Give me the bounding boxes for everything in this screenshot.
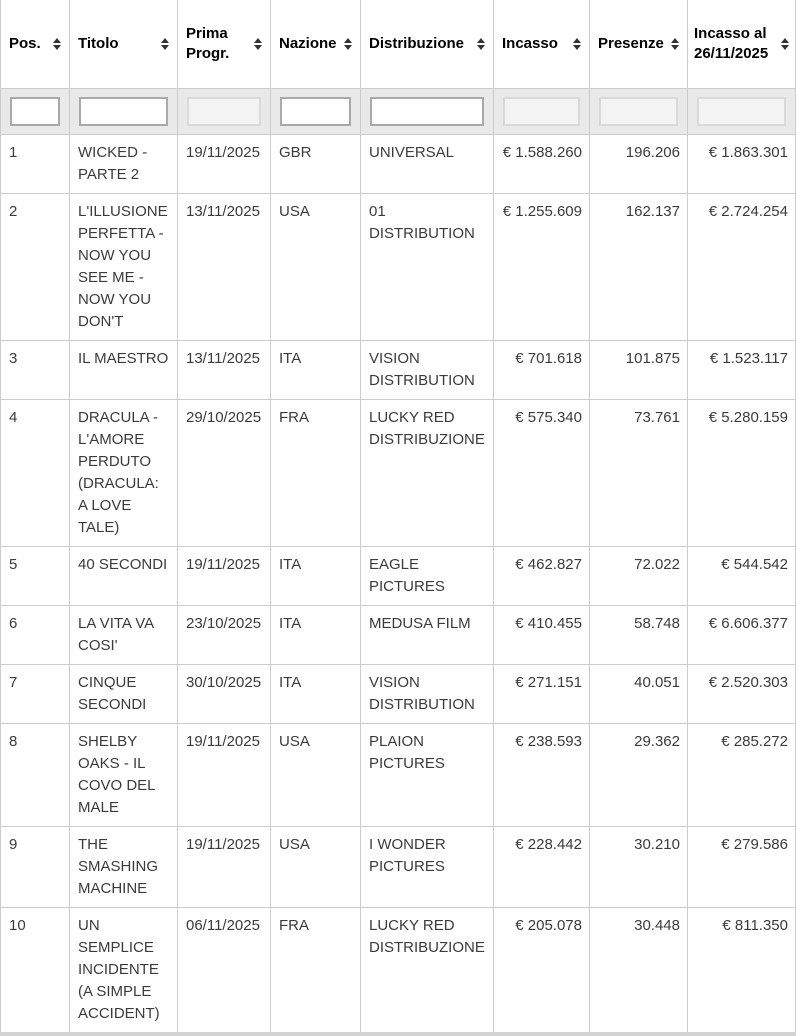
cell-prima_progr: 13/11/2025: [178, 193, 271, 340]
cell-incasso_al: € 1.523.117: [688, 340, 796, 399]
column-header-label: Prima Progr.: [186, 24, 230, 62]
cell-incasso: € 205.078: [494, 907, 590, 1034]
cell-incasso: € 575.340: [494, 399, 590, 546]
cell-pos: 3: [1, 340, 70, 399]
cell-prima_progr: 06/11/2025: [178, 907, 271, 1034]
sort-icon: [477, 38, 485, 50]
cell-titolo: DRACULA - L'AMORE PERDUTO (DRACULA: A LOVE TALE): [70, 399, 178, 546]
table-row: [1, 723, 796, 826]
header-row: [1, 0, 796, 88]
filter-cell-incasso: [494, 88, 590, 134]
cell-presenze: 101.875: [590, 340, 688, 399]
table-row: [1, 826, 796, 907]
sort-icon: [254, 38, 262, 50]
cell-pos: 4: [1, 399, 70, 546]
table-row: [1, 664, 796, 723]
cell-pos: 6: [1, 605, 70, 664]
column-header-inner: [78, 34, 169, 54]
cell-prima_progr: 29/10/2025: [178, 399, 271, 546]
cell-presenze: 30.210: [590, 826, 688, 907]
cell-incasso_al: € 285.272: [688, 723, 796, 826]
cell-incasso: € 410.455: [494, 605, 590, 664]
table-row: [1, 193, 796, 340]
cell-titolo: IL MAESTRO: [70, 340, 178, 399]
cell-pos: 10: [1, 907, 70, 1034]
filter-cell-nazione: [271, 88, 361, 134]
filter-input-pos[interactable]: [10, 97, 60, 126]
cell-nazione: ITA: [271, 340, 361, 399]
filter-cell-presenze: [590, 88, 688, 134]
column-header-prima_progr[interactable]: [178, 0, 271, 88]
cell-incasso_al: € 2.520.303: [688, 664, 796, 723]
cell-nazione: ITA: [271, 546, 361, 605]
cell-incasso_al: € 544.542: [688, 546, 796, 605]
cell-titolo: LA VITA VA COSI': [70, 605, 178, 664]
cell-incasso: € 701.618: [494, 340, 590, 399]
sort-icon: [161, 38, 169, 50]
cell-nazione: USA: [271, 826, 361, 907]
cell-nazione: FRA: [271, 399, 361, 546]
cell-nazione: GBR: [271, 134, 361, 193]
column-header-label: Presenze: [598, 34, 664, 52]
cell-incasso: € 271.151: [494, 664, 590, 723]
filter-cell-titolo: [70, 88, 178, 134]
cell-incasso_al: € 5.280.159: [688, 399, 796, 546]
table-row: [1, 605, 796, 664]
column-header-incasso_al[interactable]: [688, 0, 796, 88]
cell-incasso: € 462.827: [494, 546, 590, 605]
column-header-label: Nazione: [279, 34, 337, 52]
cell-nazione: ITA: [271, 605, 361, 664]
cell-distribuzione: VISION DISTRIBUTION: [361, 664, 494, 723]
cell-presenze: 162.137: [590, 193, 688, 340]
cell-presenze: 73.761: [590, 399, 688, 546]
column-header-label: Titolo: [78, 34, 119, 52]
cell-distribuzione: LUCKY RED DISTRIBUZIONE: [361, 907, 494, 1034]
filter-input-titolo[interactable]: [79, 97, 168, 126]
cell-pos: 7: [1, 664, 70, 723]
cell-prima_progr: 19/11/2025: [178, 134, 271, 193]
filter-input-incasso_al: [697, 97, 786, 126]
column-header-pos[interactable]: [1, 0, 70, 88]
cell-nazione: USA: [271, 193, 361, 340]
column-header-inner: [694, 24, 789, 64]
cell-prima_progr: 19/11/2025: [178, 546, 271, 605]
column-header-inner: [598, 34, 679, 54]
cell-prima_progr: 23/10/2025: [178, 605, 271, 664]
cell-titolo: SHELBY OAKS - IL COVO DEL MALE: [70, 723, 178, 826]
cell-nazione: FRA: [271, 907, 361, 1034]
cell-presenze: 29.362: [590, 723, 688, 826]
filter-input-presenze: [599, 97, 678, 126]
cell-presenze: 40.051: [590, 664, 688, 723]
table-row: [1, 907, 796, 1034]
cell-distribuzione: PLAION PICTURES: [361, 723, 494, 826]
table-row: [1, 134, 796, 193]
column-header-incasso[interactable]: [494, 0, 590, 88]
cell-pos: 8: [1, 723, 70, 826]
sort-icon: [53, 38, 61, 50]
column-header-label: Incasso al 26/11/2025: [694, 24, 769, 62]
table-row: [1, 340, 796, 399]
column-header-inner: [186, 24, 262, 64]
cell-pos: 2: [1, 193, 70, 340]
cell-distribuzione: 01 DISTRIBUTION: [361, 193, 494, 340]
column-header-label: Distribuzione: [369, 34, 465, 52]
column-header-label: Pos.: [9, 34, 41, 52]
table-body: [1, 134, 796, 1034]
cell-incasso_al: € 279.586: [688, 826, 796, 907]
cell-pos: 5: [1, 546, 70, 605]
cell-prima_progr: 30/10/2025: [178, 664, 271, 723]
column-header-titolo[interactable]: [70, 0, 178, 88]
cell-incasso: € 1.588.260: [494, 134, 590, 193]
filter-cell-distribuzione: [361, 88, 494, 134]
filter-cell-prima_progr: [178, 88, 271, 134]
cell-prima_progr: 13/11/2025: [178, 340, 271, 399]
column-header-nazione[interactable]: [271, 0, 361, 88]
sort-icon: [781, 38, 789, 50]
column-header-inner: [502, 34, 581, 54]
column-header-distribuzione[interactable]: [361, 0, 494, 88]
column-header-inner: [279, 34, 352, 54]
cell-distribuzione: LUCKY RED DISTRIBUZIONE: [361, 399, 494, 546]
cell-pos: 9: [1, 826, 70, 907]
cell-distribuzione: UNIVERSAL: [361, 134, 494, 193]
cell-incasso_al: € 6.606.377: [688, 605, 796, 664]
cell-nazione: ITA: [271, 664, 361, 723]
filter-cell-incasso_al: [688, 88, 796, 134]
cell-incasso: € 228.442: [494, 826, 590, 907]
cell-distribuzione: I WONDER PICTURES: [361, 826, 494, 907]
cell-incasso_al: € 2.724.254: [688, 193, 796, 340]
table-head: [1, 0, 796, 134]
cell-titolo: THE SMASHING MACHINE: [70, 826, 178, 907]
cell-titolo: UN SEMPLICE INCIDENTE (A SIMPLE ACCIDENT): [70, 907, 178, 1034]
table-row: [1, 399, 796, 546]
cell-titolo: CINQUE SECONDI: [70, 664, 178, 723]
cell-nazione: USA: [271, 723, 361, 826]
filter-row: [1, 88, 796, 134]
sort-icon: [344, 38, 352, 50]
cell-prima_progr: 19/11/2025: [178, 723, 271, 826]
cell-incasso: € 1.255.609: [494, 193, 590, 340]
filter-input-distribuzione[interactable]: [370, 97, 484, 126]
cell-titolo: WICKED - PARTE 2: [70, 134, 178, 193]
sort-icon: [573, 38, 581, 50]
column-header-inner: [9, 34, 61, 54]
cell-prima_progr: 19/11/2025: [178, 826, 271, 907]
table-row: [1, 546, 796, 605]
cell-distribuzione: VISION DISTRIBUTION: [361, 340, 494, 399]
column-header-inner: [369, 34, 485, 54]
cell-presenze: 196.206: [590, 134, 688, 193]
column-header-presenze[interactable]: [590, 0, 688, 88]
filter-cell-pos: [1, 88, 70, 134]
filter-input-nazione[interactable]: [280, 97, 351, 126]
filter-input-incasso: [503, 97, 580, 126]
sort-icon: [671, 38, 679, 50]
cell-titolo: 40 SECONDI: [70, 546, 178, 605]
cell-incasso_al: € 1.863.301: [688, 134, 796, 193]
cell-presenze: 72.022: [590, 546, 688, 605]
cell-incasso: € 238.593: [494, 723, 590, 826]
cell-pos: 1: [1, 134, 70, 193]
cell-titolo: L'ILLUSIONE PERFETTA - NOW YOU SEE ME - NOW YOU DON'T: [70, 193, 178, 340]
cell-incasso_al: € 811.350: [688, 907, 796, 1034]
filter-input-prima_progr: [187, 97, 261, 126]
cell-distribuzione: EAGLE PICTURES: [361, 546, 494, 605]
cell-distribuzione: MEDUSA FILM: [361, 605, 494, 664]
column-header-label: Incasso: [502, 34, 558, 52]
cell-presenze: 58.748: [590, 605, 688, 664]
cell-presenze: 30.448: [590, 907, 688, 1034]
